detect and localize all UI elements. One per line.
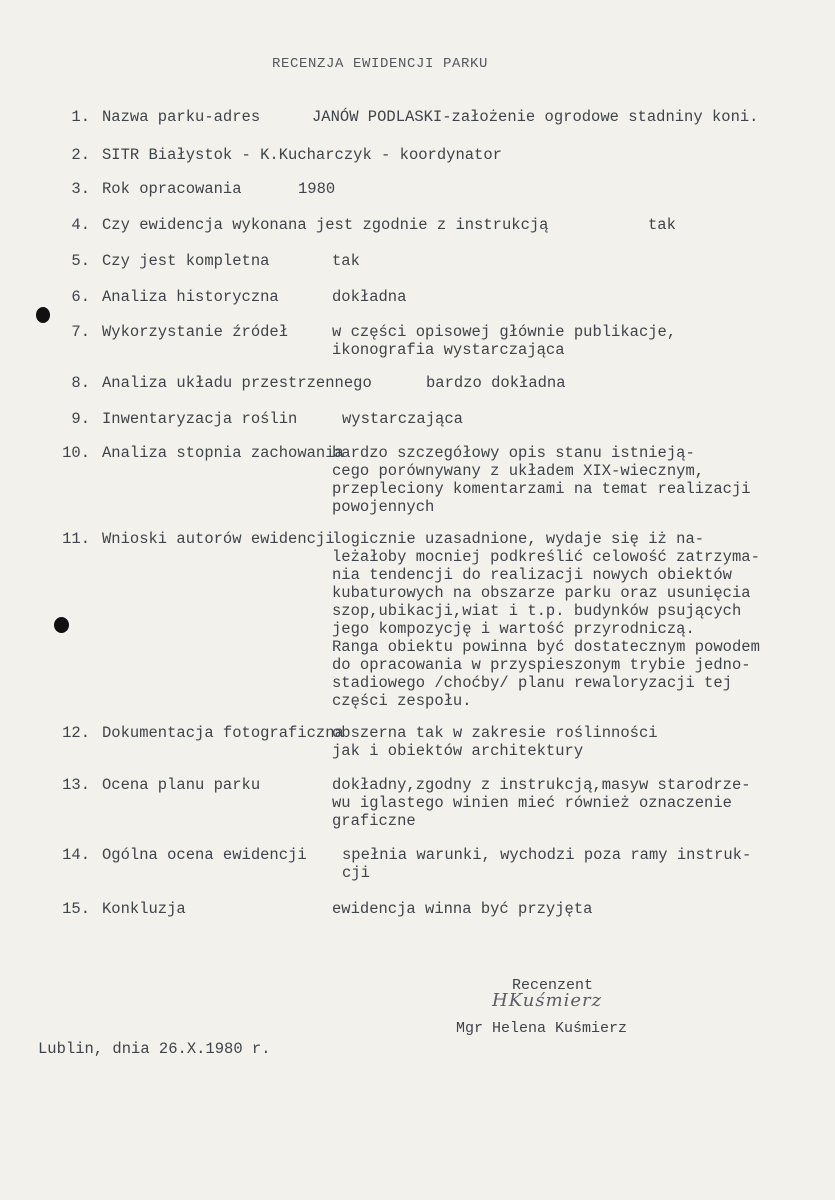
item-label: Dokumentacja fotograficzna xyxy=(102,724,344,742)
item-number: 15. xyxy=(62,900,90,918)
item-value: ewidencja winna być przyjęta xyxy=(332,900,593,918)
item-number: 5. xyxy=(71,252,90,270)
item-value: JANÓW PODLASKI-założenie ogrodowe stadniny koni. xyxy=(312,108,759,126)
item-number: 13. xyxy=(62,776,90,794)
item-value: spełnia warunki, wychodzi poza ramy instruk- cji xyxy=(342,846,752,882)
item-number: 8. xyxy=(71,374,90,392)
item-number: 11. xyxy=(62,530,90,548)
item-label: SITR Białystok - K.Kucharczyk - koordynator xyxy=(102,146,502,164)
reviewer-role: Recenzent xyxy=(512,977,594,994)
item-label: Konkluzja xyxy=(102,900,186,918)
item-label: Analiza układu przestrzennego xyxy=(102,374,372,392)
document-title: RECENZJA EWIDENCJI PARKU xyxy=(271,56,489,72)
item-value: 1980 xyxy=(298,180,336,198)
item-label: Analiza stopnia zachowania xyxy=(102,444,344,462)
item-label: Wykorzystanie źródeł xyxy=(102,323,289,341)
item-label: Czy jest kompletna xyxy=(102,252,270,270)
place-date: Lublin, dnia 26.X.1980 r. xyxy=(38,1040,271,1058)
item-number: 10. xyxy=(62,444,90,462)
item-number: 6. xyxy=(71,288,90,306)
signature: HKuśmierz xyxy=(492,990,603,1011)
item-number: 9. xyxy=(71,410,90,428)
item-label: Czy ewidencja wykonana jest zgodnie z instrukcją xyxy=(102,216,549,234)
item-label: Inwentaryzacja roślin xyxy=(102,410,298,428)
item-value: logicznie uzasadnione, wydaje się iż na- leżałoby mocniej podkreślić celowość zatrzyma- nia tendencji do realizacji nowych obiektów kubaturowych na obszarze parku oraz usunięcia szop,ubikacji,wiat i t.p. budynków psujących jego kompozycję i wartość przyrodniczą. Ranga obiektu powinna być dostatecznym powodem do opracowania w przyspieszonym trybie jedno- stadiowego /choćby/ planu rewaloryzacji tej części zespołu. xyxy=(332,530,760,710)
item-number: 12. xyxy=(62,724,90,742)
reviewer-name: Mgr Helena Kuśmierz xyxy=(456,1020,628,1037)
item-value: dokładny,zgodny z instrukcją,masyw starodrze- wu iglastego winien mieć również oznaczenie graficzne xyxy=(332,776,751,830)
item-value: dokładna xyxy=(332,288,407,306)
item-value: w części opisowej głównie publikacje, ikonografia wystarczająca xyxy=(332,323,677,359)
item-number: 4. xyxy=(71,216,90,234)
item-number: 14. xyxy=(62,846,90,864)
ink-blot xyxy=(36,307,50,323)
item-value: wystarczająca xyxy=(342,410,463,428)
item-value: tak xyxy=(648,216,676,234)
item-label: Rok opracowania xyxy=(102,180,242,198)
item-number: 3. xyxy=(71,180,90,198)
item-label: Wnioski autorów ewidencji xyxy=(102,530,335,548)
item-value: obszerna tak w zakresie roślinności jak i obiektów architektury xyxy=(332,724,658,760)
item-value: bardzo dokładna xyxy=(426,374,566,392)
item-value: bardzo szczegółowy opis stanu istnieją- cego porównywany z układem XIX-wiecznym, przepleciony komentarzami na temat realizacji powojennych xyxy=(332,444,751,516)
item-label: Ocena planu parku xyxy=(102,776,261,794)
item-label: Analiza historyczna xyxy=(102,288,279,306)
item-number: 7. xyxy=(71,323,90,341)
item-number: 1. xyxy=(71,108,90,126)
item-number: 2. xyxy=(71,146,90,164)
item-label: Ogólna ocena ewidencji xyxy=(102,846,307,864)
item-value: tak xyxy=(332,252,360,270)
ink-blot xyxy=(54,617,69,633)
item-label: Nazwa parku-adres xyxy=(102,108,261,126)
